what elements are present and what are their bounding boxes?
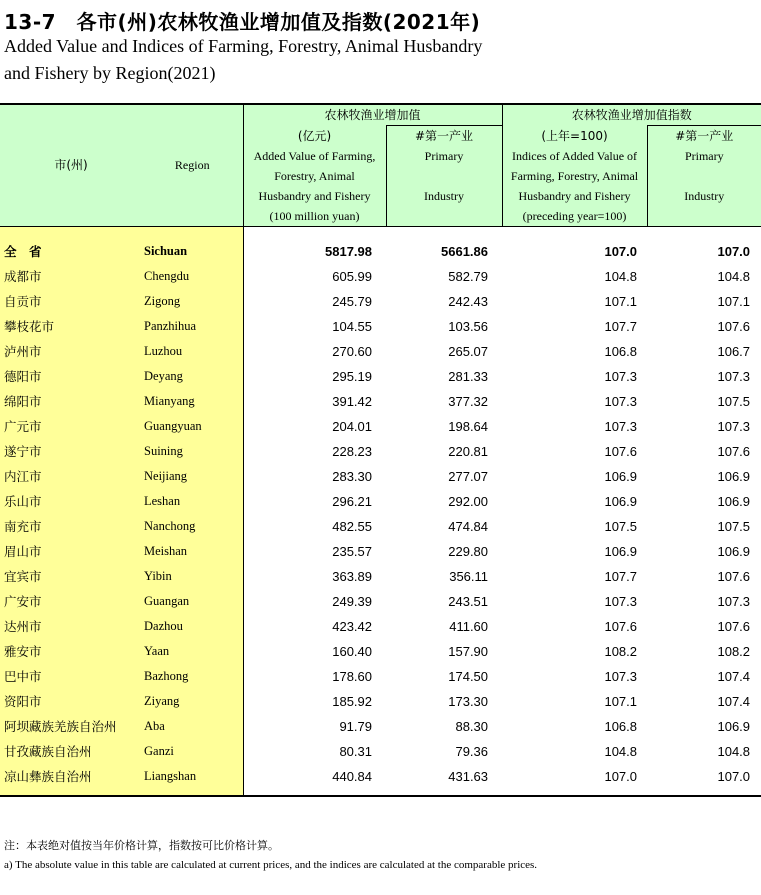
table-row	[0, 589, 761, 614]
header-index-primary-col	[647, 126, 761, 227]
index-cell: 107.3	[604, 393, 638, 409]
region-cn-cell: 遂宁市	[0, 439, 142, 464]
added-value-primary-cell: 103.56	[448, 318, 489, 334]
table-title-en-line2: and Fishery by Region(2021)	[4, 63, 216, 83]
header-primary-en1: Primary	[424, 149, 464, 163]
region-cn-cell: 资阳市	[0, 689, 142, 714]
region-cn-cell: 甘孜藏族自治州	[0, 739, 142, 764]
table-row	[0, 739, 761, 764]
table-row	[0, 389, 761, 414]
table-row	[0, 314, 761, 339]
index-cell: 108.2	[604, 643, 638, 659]
header-primary-cn: #第一产业	[414, 129, 474, 143]
region-en-cell: Guangyuan	[142, 414, 243, 439]
index-cell: 107.1	[604, 293, 638, 309]
header-index-group: 农林牧渔业增加值指数	[502, 104, 761, 126]
added-value-cell: 178.60	[332, 668, 372, 684]
index-cell: 107.0	[604, 243, 638, 259]
region-cn-cell: 巴中市	[0, 664, 142, 689]
header-primary-en2: Industry	[424, 189, 464, 203]
added-value-primary-cell: 88.30	[455, 718, 489, 734]
index-cell: 106.9	[604, 543, 638, 559]
added-value-primary-cell: 431.63	[448, 768, 489, 784]
added-value-primary-cell: 265.07	[448, 343, 489, 359]
added-value-primary-cell: 79.36	[455, 743, 489, 759]
header-index-primary-en1: Primary	[684, 149, 724, 163]
added-value-primary-cell: 242.43	[448, 293, 489, 309]
added-value-cell: 235.57	[332, 543, 372, 559]
added-value-primary-cell: 173.30	[448, 693, 489, 709]
added-value-cell: 80.31	[339, 743, 372, 759]
region-en-cell: Nanchong	[142, 514, 243, 539]
region-cn-cell: 德阳市	[0, 364, 142, 389]
region-en-cell: Zigong	[142, 289, 243, 314]
region-cn-cell: 广元市	[0, 414, 142, 439]
region-cn-cell: 凉山彝族自治州	[0, 764, 142, 789]
index-cell: 107.7	[604, 568, 638, 584]
added-value-cell: 270.60	[332, 343, 372, 359]
region-en-cell: Panzhihua	[142, 314, 243, 339]
region-en-cell: Meishan	[142, 539, 243, 564]
index-cell: 107.3	[604, 593, 638, 609]
index-cell: 106.8	[604, 718, 638, 734]
index-cell: 107.1	[604, 693, 638, 709]
index-cell: 107.7	[604, 318, 638, 334]
header-added-value-unit-cn: (亿元)	[243, 126, 386, 146]
header-added-value-en3: Husbandry and Fishery	[243, 186, 386, 206]
table-bottom-rule	[0, 789, 761, 796]
added-value-primary-cell: 411.60	[449, 618, 489, 634]
added-value-primary-cell: 474.84	[448, 518, 489, 534]
table-row	[0, 464, 761, 489]
added-value-cell: 605.99	[332, 268, 372, 284]
header-primary-col	[386, 126, 502, 227]
region-cn-cell: 阿坝藏族羌族自治州	[0, 714, 142, 739]
table-row	[0, 264, 761, 289]
added-value-cell: 104.55	[332, 318, 372, 334]
footnote-cn: 注：本表绝对值按当年价格计算，指数按可比价格计算。	[4, 839, 279, 852]
table-row	[0, 714, 761, 739]
added-value-primary-cell: 174.50	[448, 668, 489, 684]
added-value-cell: 249.39	[332, 593, 372, 609]
added-value-primary-cell: 243.51	[448, 593, 489, 609]
header-added-value-en1: Added Value of Farming,	[243, 146, 386, 166]
region-en-cell: Yibin	[142, 564, 243, 589]
index-primary-cell: 107.3	[717, 418, 751, 434]
added-value-cell: 91.79	[339, 718, 372, 734]
index-cell: 107.3	[604, 418, 638, 434]
table-row	[0, 664, 761, 689]
header-added-value-en2: Forestry, Animal	[243, 166, 386, 186]
table-row	[0, 614, 761, 639]
header-region-en: Region	[142, 104, 243, 226]
added-value-cell: 482.55	[332, 518, 372, 534]
region-en-cell: Ziyang	[142, 689, 243, 714]
header-index-primary-cn: #第一产业	[675, 129, 734, 143]
region-en-cell: Luzhou	[142, 339, 243, 364]
region-cn-cell: 乐山市	[0, 489, 142, 514]
added-value-cell: 185.92	[332, 693, 372, 709]
region-en-cell: Neijiang	[142, 464, 243, 489]
index-primary-cell: 106.9	[717, 468, 751, 484]
region-cn-cell: 全 省	[0, 239, 142, 264]
index-cell: 106.8	[604, 343, 638, 359]
index-primary-cell: 107.3	[717, 368, 751, 384]
index-cell: 107.3	[604, 368, 638, 384]
index-primary-cell: 106.9	[717, 543, 751, 559]
index-primary-cell: 107.5	[717, 518, 751, 534]
region-cn-cell: 眉山市	[0, 539, 142, 564]
table-header	[0, 104, 761, 227]
index-primary-cell: 107.5	[717, 393, 751, 409]
data-table	[0, 103, 761, 797]
region-en-cell: Sichuan	[142, 239, 243, 264]
region-cn-cell: 泸州市	[0, 339, 142, 364]
table-row	[0, 564, 761, 589]
region-cn-cell: 广安市	[0, 589, 142, 614]
table-row	[0, 639, 761, 664]
index-primary-cell: 104.8	[717, 743, 751, 759]
table-body	[0, 227, 761, 796]
added-value-cell: 204.01	[332, 418, 372, 434]
data-table-container	[0, 103, 761, 797]
index-primary-cell: 107.0	[717, 768, 751, 784]
region-en-cell: Yaan	[142, 639, 243, 664]
index-primary-cell: 107.0	[717, 243, 751, 259]
index-primary-cell: 104.8	[717, 268, 751, 284]
footnote-en: a) The absolute value in this table are calculated at current prices, and the indices are calculated at the comparable prices.	[4, 859, 538, 871]
table-row	[0, 689, 761, 714]
added-value-cell: 391.42	[332, 393, 372, 409]
index-cell: 106.9	[604, 493, 638, 509]
added-value-cell: 295.19	[332, 368, 372, 384]
added-value-primary-cell: 582.79	[448, 268, 489, 284]
index-cell: 104.8	[604, 743, 638, 759]
header-index-en3: Husbandry and Fishery	[502, 186, 647, 206]
region-cn-cell: 宜宾市	[0, 564, 142, 589]
index-primary-cell: 107.6	[717, 318, 751, 334]
added-value-cell: 160.40	[332, 643, 372, 659]
table-title-cn: 13-7 各市(州)农林牧渔业增加值及指数(2021年)	[4, 10, 481, 34]
region-en-cell: Deyang	[142, 364, 243, 389]
added-value-primary-cell: 277.07	[448, 468, 489, 484]
region-cn-cell: 达州市	[0, 614, 142, 639]
added-value-primary-cell: 5661.86	[441, 243, 489, 259]
index-cell: 107.0	[604, 768, 638, 784]
table-title-en-line1: Added Value and Indices of Farming, Forestry, Animal Husbandry	[4, 36, 483, 56]
region-en-cell: Bazhong	[142, 664, 243, 689]
region-cn-cell: 攀枝花市	[0, 314, 142, 339]
table-row	[0, 364, 761, 389]
header-added-value-en4: (100 million yuan)	[243, 206, 386, 227]
index-primary-cell: 106.7	[717, 343, 751, 359]
index-primary-cell: 107.6	[717, 618, 751, 634]
region-en-cell: Guangan	[142, 589, 243, 614]
added-value-cell: 245.79	[332, 293, 372, 309]
index-primary-cell: 106.9	[717, 718, 751, 734]
added-value-cell: 5817.98	[325, 243, 372, 259]
added-value-primary-cell: 198.64	[448, 418, 489, 434]
added-value-primary-cell: 377.32	[448, 393, 489, 409]
index-cell: 106.9	[604, 468, 638, 484]
header-added-value-group: 农林牧渔业增加值	[243, 104, 502, 126]
table-row	[0, 489, 761, 514]
index-cell: 107.5	[604, 518, 638, 534]
index-cell: 107.6	[604, 618, 638, 634]
index-cell: 104.8	[604, 268, 638, 284]
index-primary-cell: 108.2	[717, 643, 751, 659]
region-cn-cell: 自贡市	[0, 289, 142, 314]
header-index-primary-en2: Industry	[684, 189, 725, 203]
table-row	[0, 764, 761, 789]
added-value-cell: 296.21	[332, 493, 372, 509]
table-row	[0, 339, 761, 364]
added-value-primary-cell: 229.80	[448, 543, 489, 559]
header-region-cn: 市(州)	[0, 104, 142, 226]
index-primary-cell: 107.6	[717, 568, 751, 584]
added-value-primary-cell: 157.90	[448, 643, 489, 659]
header-index-unit-cn: (上年=100)	[502, 126, 647, 146]
region-cn-cell: 雅安市	[0, 639, 142, 664]
region-cn-cell: 内江市	[0, 464, 142, 489]
header-index-en2: Farming, Forestry, Animal	[502, 166, 647, 186]
table-row	[0, 439, 761, 464]
added-value-primary-cell: 292.00	[448, 493, 489, 509]
added-value-cell: 440.84	[332, 768, 372, 784]
region-en-cell: Dazhou	[142, 614, 243, 639]
table-spacer-row	[0, 227, 761, 239]
region-en-cell: Aba	[142, 714, 243, 739]
index-primary-cell: 107.6	[717, 443, 751, 459]
table-row	[0, 539, 761, 564]
region-en-cell: Ganzi	[142, 739, 243, 764]
table-row	[0, 289, 761, 314]
added-value-primary-cell: 356.11	[449, 568, 489, 584]
index-cell: 107.3	[604, 668, 638, 684]
region-en-cell: Mianyang	[142, 389, 243, 414]
index-primary-cell: 107.4	[717, 668, 751, 684]
region-en-cell: Liangshan	[142, 764, 243, 789]
table-row	[0, 514, 761, 539]
added-value-cell: 363.89	[332, 568, 372, 584]
index-primary-cell: 107.3	[717, 593, 751, 609]
added-value-cell: 228.23	[332, 443, 372, 459]
added-value-cell: 283.30	[332, 468, 372, 484]
region-en-cell: Leshan	[142, 489, 243, 514]
header-index-en1: Indices of Added Value of	[502, 146, 647, 166]
region-en-cell: Chengdu	[142, 264, 243, 289]
index-primary-cell: 107.1	[717, 293, 751, 309]
index-primary-cell: 107.4	[717, 693, 751, 709]
table-row	[0, 414, 761, 439]
added-value-cell: 423.42	[332, 618, 372, 634]
region-en-cell: Suining	[142, 439, 243, 464]
index-cell: 107.6	[604, 443, 638, 459]
table-row-total	[0, 239, 761, 264]
region-cn-cell: 绵阳市	[0, 389, 142, 414]
added-value-primary-cell: 220.81	[448, 443, 489, 459]
header-index-en4: (preceding year=100)	[502, 206, 647, 227]
region-cn-cell: 成都市	[0, 264, 142, 289]
index-primary-cell: 106.9	[717, 493, 751, 509]
added-value-primary-cell: 281.33	[448, 368, 489, 384]
region-cn-cell: 南充市	[0, 514, 142, 539]
